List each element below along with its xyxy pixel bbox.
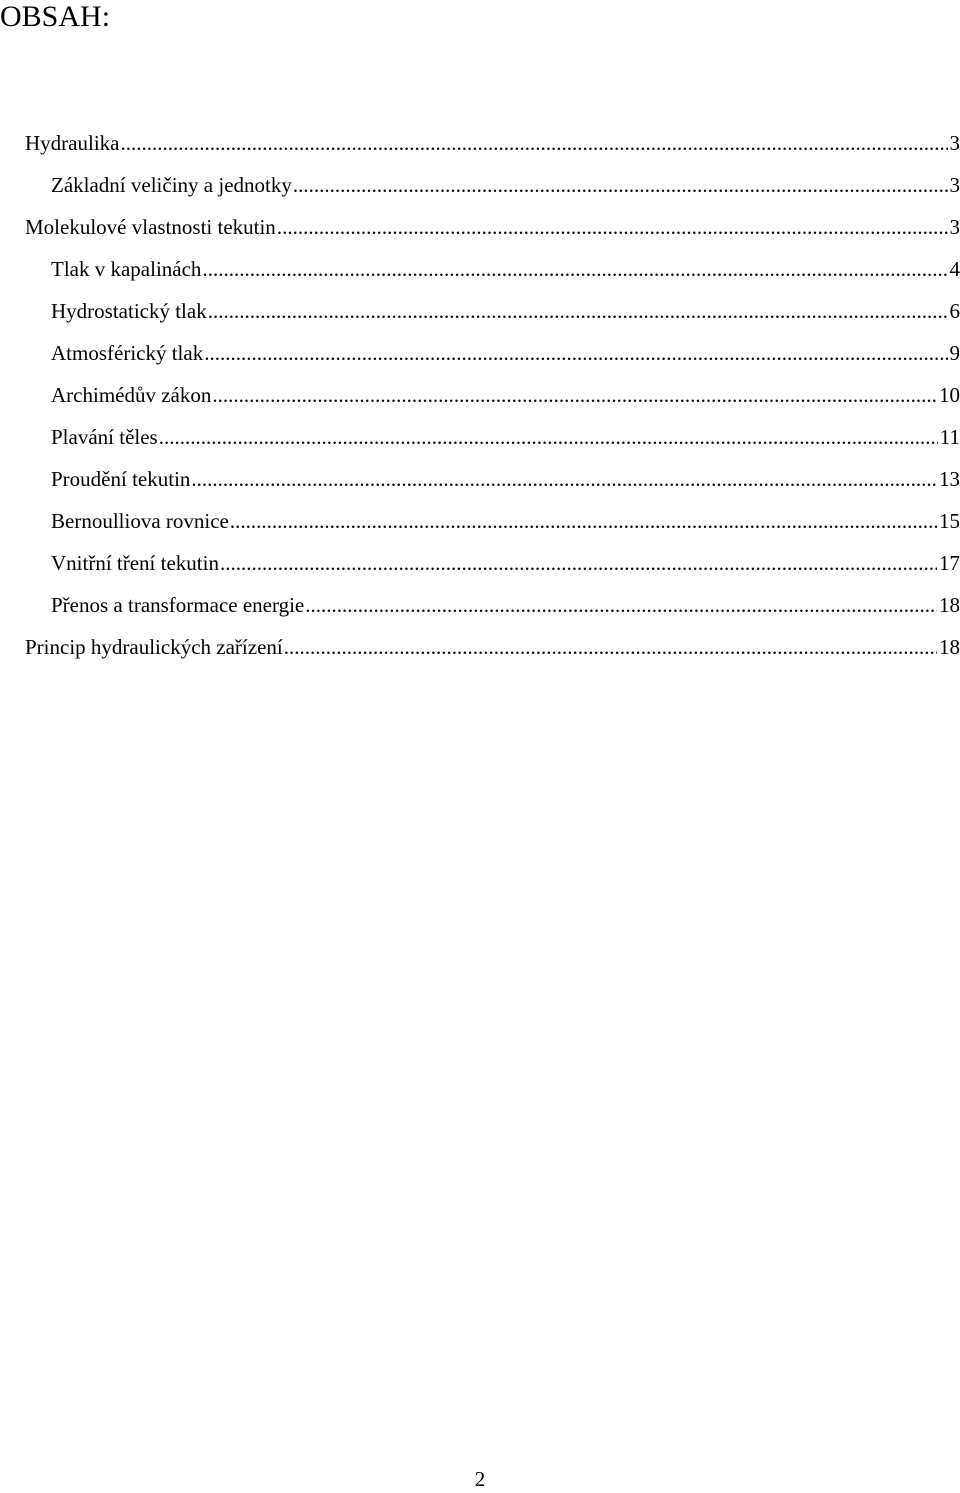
toc-dot-leader xyxy=(220,546,937,580)
toc-entry-page: 18 xyxy=(939,593,960,617)
toc-entry[interactable] xyxy=(25,336,960,378)
toc-entry[interactable] xyxy=(25,378,960,420)
toc-dot-leader xyxy=(230,504,937,538)
toc-dot-leader xyxy=(191,462,937,496)
toc-dot-leader xyxy=(293,168,948,202)
toc-entry-page: 6 xyxy=(949,299,960,323)
toc-entry-label: Hydraulika xyxy=(25,131,120,155)
toc-entry-page: 3 xyxy=(949,131,960,155)
toc-entry[interactable] xyxy=(25,294,960,336)
toc-dot-leader xyxy=(277,210,948,244)
toc-entry-page: 17 xyxy=(939,551,960,575)
toc-entry-label: Vnitřní tření tekutin xyxy=(51,551,219,575)
toc-dot-leader xyxy=(120,126,947,160)
toc-entry-page: 15 xyxy=(939,509,960,533)
toc-entry-label: Bernoulliova rovnice xyxy=(51,509,229,533)
toc-entry-page: 10 xyxy=(939,383,960,407)
toc-entry-page: 18 xyxy=(939,635,960,659)
toc-entry[interactable] xyxy=(25,630,960,672)
toc-entry[interactable] xyxy=(25,126,960,168)
toc-dot-leader xyxy=(208,294,948,328)
toc-dot-leader xyxy=(284,630,937,664)
toc-dot-leader xyxy=(202,252,947,286)
toc-entry[interactable] xyxy=(25,168,960,210)
toc-entry-label: Tlak v kapalinách xyxy=(51,257,202,281)
toc-entry-page: 13 xyxy=(939,467,960,491)
toc-entry-page: 9 xyxy=(949,341,960,365)
toc-entry-label: Hydrostatický tlak xyxy=(51,299,207,323)
toc-entry-page: 4 xyxy=(949,257,960,281)
toc-entry[interactable] xyxy=(25,546,960,588)
toc-entry-label: Atmosférický tlak xyxy=(51,341,204,365)
toc-entry-label: Plavání těles xyxy=(51,425,158,449)
toc-entry-page: 3 xyxy=(949,215,960,239)
toc-entry-label: Základní veličiny a jednotky xyxy=(51,173,292,197)
toc-entry[interactable] xyxy=(25,210,960,252)
toc-entry-page: 11 xyxy=(939,425,960,449)
toc-dot-leader xyxy=(305,588,937,622)
toc-entry[interactable] xyxy=(25,252,960,294)
toc-entry-label: Přenos a transformace energie xyxy=(51,593,305,617)
toc-entry-label: Archimédův zákon xyxy=(51,383,212,407)
toc-entry-label: Proudění tekutin xyxy=(51,467,191,491)
toc-dot-leader xyxy=(159,420,938,454)
toc-entry-page: 3 xyxy=(949,173,960,197)
toc-entry-label: Princip hydraulických zařízení xyxy=(25,635,283,659)
page-number: 2 xyxy=(474,1467,486,1491)
toc-entry-label: Molekulové vlastnosti tekutin xyxy=(25,215,276,239)
toc-list xyxy=(25,126,960,672)
toc-entry[interactable] xyxy=(25,462,960,504)
toc-entry[interactable] xyxy=(25,420,960,462)
toc-title: OBSAH: xyxy=(0,0,111,33)
toc-dot-leader xyxy=(212,378,937,412)
toc-entry[interactable] xyxy=(25,588,960,630)
toc-dot-leader xyxy=(204,336,947,370)
toc-entry[interactable] xyxy=(25,504,960,546)
